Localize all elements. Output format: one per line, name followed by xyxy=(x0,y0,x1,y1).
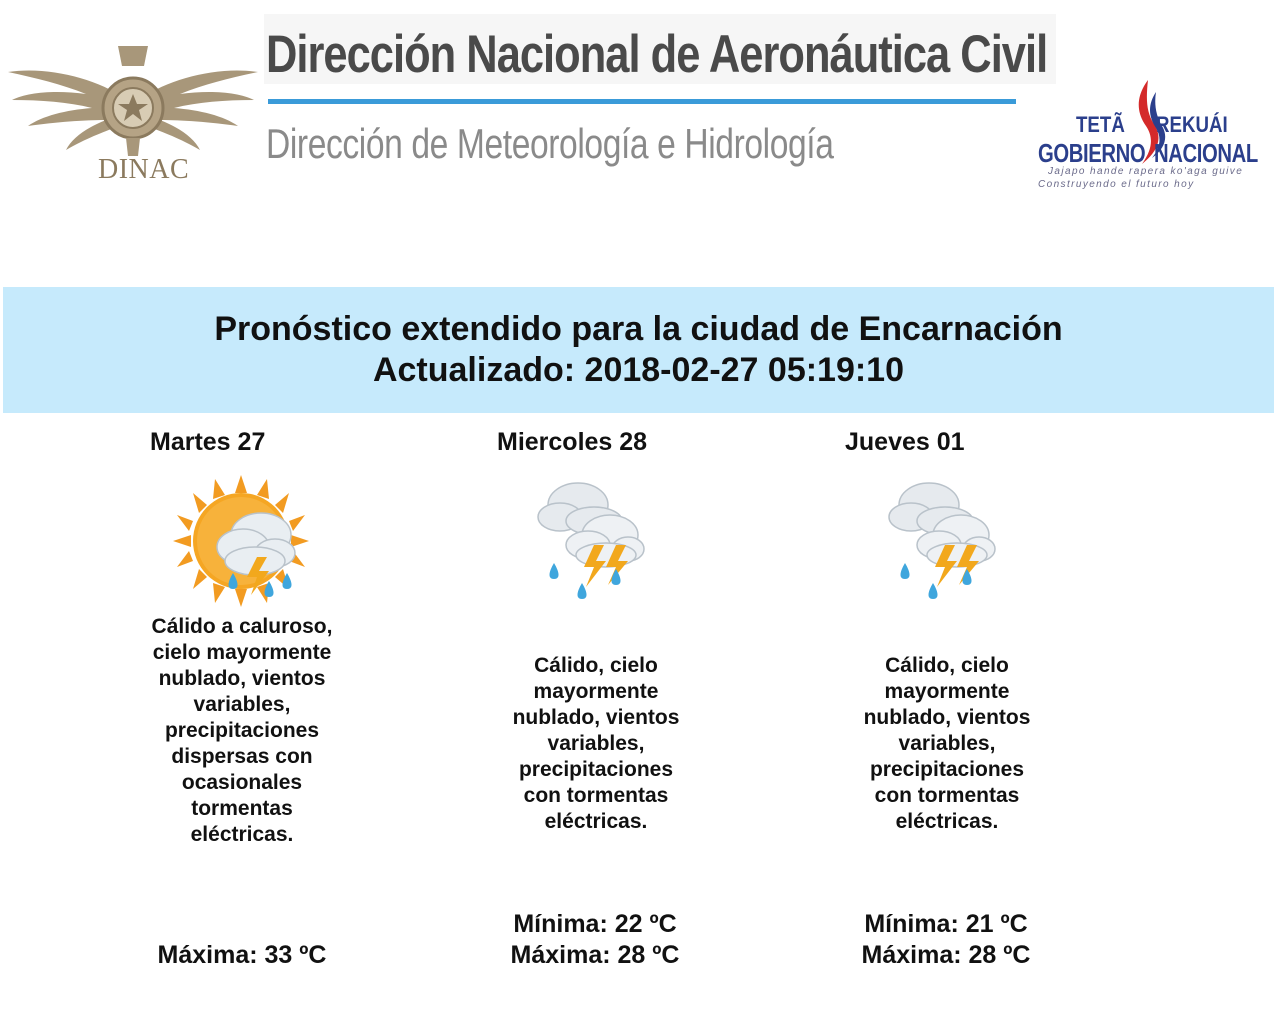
day-name: Jueves 01 xyxy=(845,428,965,456)
header-title: Dirección Nacional de Aeronáutica Civil xyxy=(266,25,1048,84)
day-max-temp: Máxima: 28 ºC xyxy=(510,941,680,969)
gobierno-nacional-logo xyxy=(1030,78,1270,198)
header-divider xyxy=(268,99,1016,104)
day-description: Cálido a caluroso, cielo mayormente nublado, vientos variables, precipitaciones dispersas con ocasionales tormentas eléctricas. xyxy=(151,615,333,846)
sun-cloud-thunder-rain-icon xyxy=(171,473,311,613)
gov-logo-tagline-guarani: Jajapo hande rapera ko'aga guive xyxy=(1048,166,1244,177)
day-description: Cálido, cielo mayormente nublado, vientos variables, precipitaciones con tormentas eléctricas. xyxy=(512,654,680,833)
day-name: Martes 27 xyxy=(150,428,266,456)
day-name: Miercoles 28 xyxy=(497,428,648,456)
forecast-title: Pronóstico extendido para la ciudad de Encarnación xyxy=(214,310,1063,348)
day-description: Cálido, cielo mayormente nublado, vientos variables, precipitaciones con tormentas eléctricas. xyxy=(863,654,1031,833)
cloud-thunder-rain-icon xyxy=(881,473,1021,613)
forecast-banner xyxy=(3,287,1274,413)
forecast-updated: Actualizado: 2018-02-27 05:19:10 xyxy=(372,351,905,389)
day-min-temp: Mínima: 22 ºC xyxy=(513,910,677,938)
gov-logo-word-rekuai: REKUÁI xyxy=(1156,112,1228,137)
header-subtitle: Dirección de Meteorología e Hidrología xyxy=(266,120,834,167)
day-max-temp: Máxima: 28 ºC xyxy=(861,941,1031,969)
cloud-thunder-rain-icon xyxy=(530,473,670,613)
gov-logo-tagline-spanish: Construyendo el futuro hoy xyxy=(1038,179,1195,190)
dinac-logo-text: DINAC xyxy=(98,154,190,185)
dinac-logo xyxy=(6,38,260,188)
gov-logo-word-teta: TETÃ xyxy=(1076,112,1125,137)
gov-logo-word-gobierno: GOBIERNO xyxy=(1038,138,1146,168)
gov-logo-word-nacional: NACIONAL xyxy=(1154,138,1258,168)
header-title-box xyxy=(264,14,1056,84)
day-max-temp: Máxima: 33 ºC xyxy=(157,941,327,969)
day-min-temp: Mínima: 21 ºC xyxy=(864,910,1028,938)
winged-emblem-icon xyxy=(6,38,260,158)
